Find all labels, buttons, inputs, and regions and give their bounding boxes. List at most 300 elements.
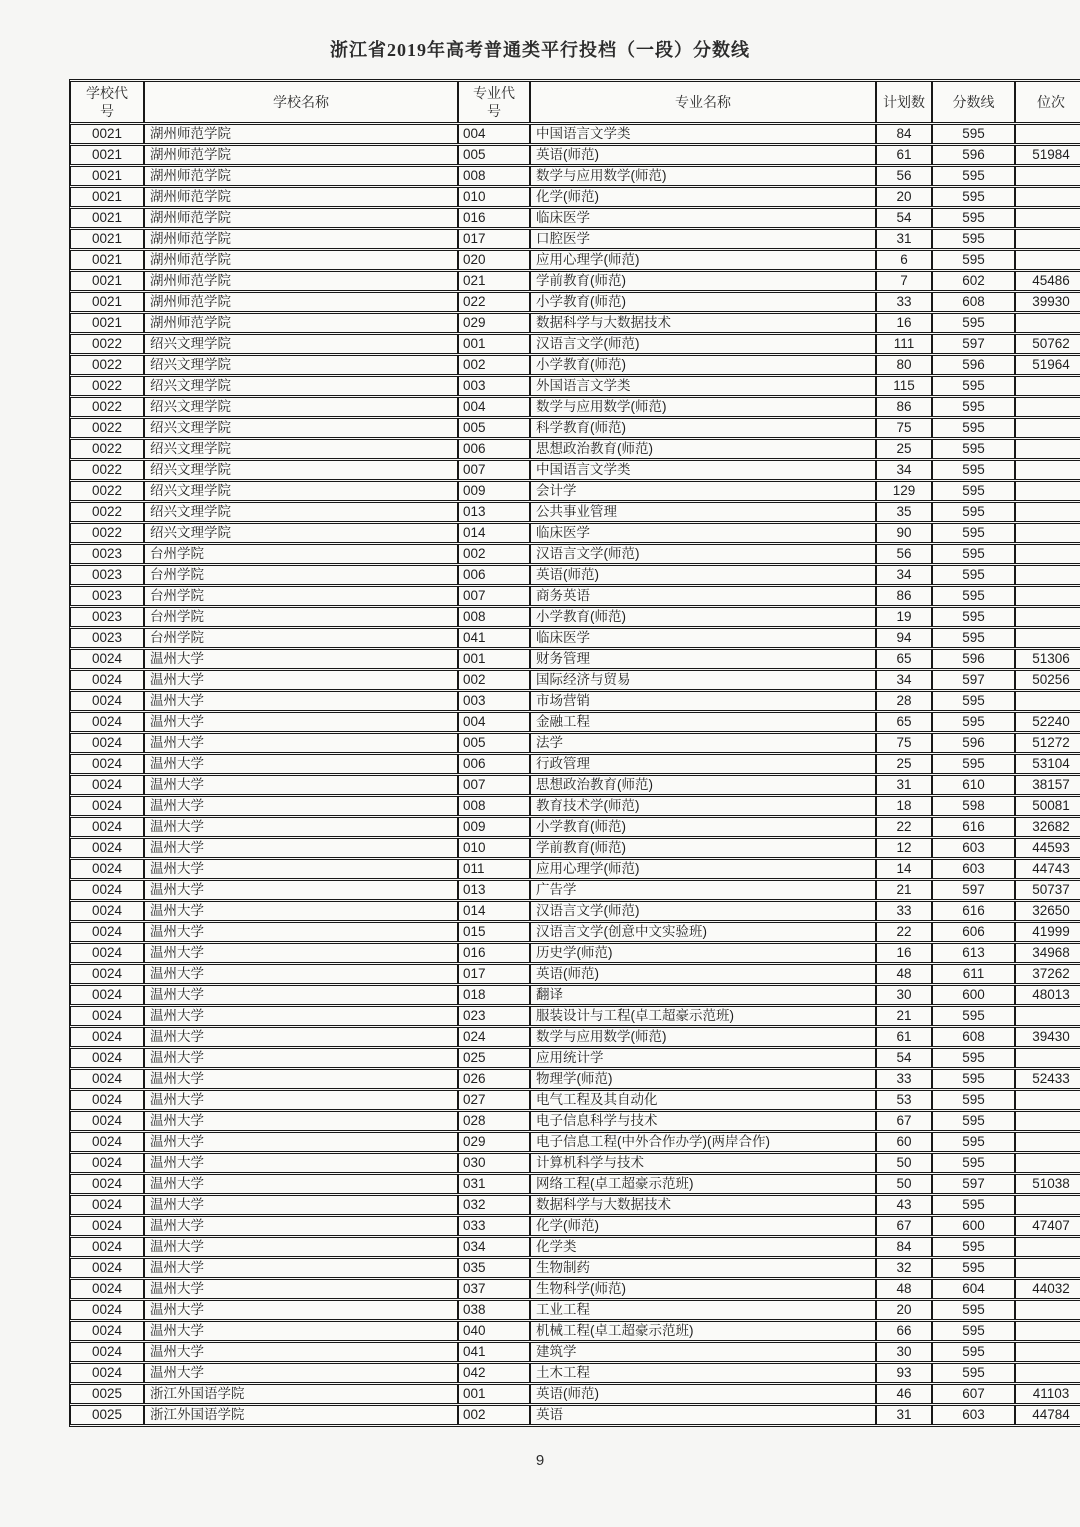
score-line-cell: 595 [932,1237,1015,1257]
school-code-cell: 0024 [70,775,144,795]
rank-cell [1015,460,1080,480]
rank-cell: 51038 [1015,1174,1080,1194]
rank-cell: 47407 [1015,1216,1080,1236]
score-line-cell: 600 [932,985,1015,1005]
table-row [70,1321,1080,1341]
major-code-cell: 008 [458,607,530,627]
score-line-cell: 595 [932,208,1015,228]
plan-count-cell: 30 [876,1342,932,1362]
plan-count-cell: 28 [876,691,932,711]
plan-count-cell: 80 [876,355,932,375]
major-code-cell: 006 [458,439,530,459]
plan-count-cell: 48 [876,964,932,984]
table-row [70,1174,1080,1194]
school-code-cell: 0021 [70,292,144,312]
major-code-cell: 013 [458,502,530,522]
plan-count-cell: 54 [876,208,932,228]
major-code-cell: 002 [458,544,530,564]
school-code-cell: 0022 [70,460,144,480]
major-code-cell: 003 [458,691,530,711]
table-row [70,250,1080,270]
school-code-cell: 0024 [70,880,144,900]
major-code-cell: 011 [458,859,530,879]
school-name-cell: 台州学院 [144,628,458,648]
major-code-cell: 005 [458,145,530,165]
plan-count-cell: 35 [876,502,932,522]
rank-cell [1015,1321,1080,1341]
plan-count-cell: 50 [876,1153,932,1173]
score-line-cell: 595 [932,250,1015,270]
school-name-cell: 温州大学 [144,1342,458,1362]
table-row [70,880,1080,900]
major-name-cell: 财务管理 [530,649,876,669]
major-name-cell: 应用心理学(师范) [530,250,876,270]
score-line-cell: 597 [932,334,1015,354]
major-name-cell: 中国语言文学类 [530,124,876,144]
school-name-cell: 台州学院 [144,544,458,564]
school-name-cell: 温州大学 [144,1300,458,1320]
major-name-cell: 建筑学 [530,1342,876,1362]
school-name-cell: 温州大学 [144,733,458,753]
plan-count-cell: 21 [876,880,932,900]
plan-count-cell: 90 [876,523,932,543]
major-code-cell: 015 [458,922,530,942]
rank-cell [1015,628,1080,648]
rank-cell [1015,1153,1080,1173]
school-code-cell: 0024 [70,1006,144,1026]
school-code-cell: 0021 [70,166,144,186]
school-name-cell: 温州大学 [144,1069,458,1089]
major-name-cell: 小学教育(师范) [530,607,876,627]
school-name-cell: 湖州师范学院 [144,166,458,186]
school-code-cell: 0025 [70,1384,144,1404]
header-major-name: 专业名称 [530,81,876,123]
school-code-cell: 0024 [70,1342,144,1362]
major-name-cell: 应用统计学 [530,1048,876,1068]
major-name-cell: 英语 [530,1405,876,1425]
score-line-cell: 613 [932,943,1015,963]
score-line-cell: 595 [932,1090,1015,1110]
major-name-cell: 英语(师范) [530,145,876,165]
table-row [70,1279,1080,1299]
table-row [70,754,1080,774]
major-name-cell: 口腔医学 [530,229,876,249]
score-line-cell: 603 [932,1405,1015,1425]
major-code-cell: 016 [458,208,530,228]
score-line-cell: 595 [932,1006,1015,1026]
rank-cell [1015,1090,1080,1110]
table-row [70,691,1080,711]
table-row [70,1132,1080,1152]
major-name-cell: 网络工程(卓工超豪示范班) [530,1174,876,1194]
major-code-cell: 009 [458,817,530,837]
school-name-cell: 温州大学 [144,1174,458,1194]
rank-cell [1015,481,1080,501]
school-code-cell: 0021 [70,229,144,249]
score-line-cell: 595 [932,544,1015,564]
plan-count-cell: 32 [876,1258,932,1278]
score-line-cell: 595 [932,607,1015,627]
plan-count-cell: 30 [876,985,932,1005]
table-row [70,1384,1080,1404]
plan-count-cell: 18 [876,796,932,816]
table-row [70,1342,1080,1362]
major-code-cell: 004 [458,712,530,732]
major-code-cell: 006 [458,754,530,774]
school-code-cell: 0024 [70,817,144,837]
major-name-cell: 小学教育(师范) [530,292,876,312]
major-name-cell: 英语(师范) [530,565,876,585]
rank-cell [1015,397,1080,417]
plan-count-cell: 20 [876,187,932,207]
plan-count-cell: 86 [876,397,932,417]
plan-count-cell: 46 [876,1384,932,1404]
major-code-cell: 001 [458,334,530,354]
rank-cell: 51984 [1015,145,1080,165]
major-code-cell: 020 [458,250,530,270]
rank-cell: 52433 [1015,1069,1080,1089]
rank-cell [1015,376,1080,396]
major-name-cell: 广告学 [530,880,876,900]
school-name-cell: 温州大学 [144,880,458,900]
school-code-cell: 0025 [70,1405,144,1425]
school-name-cell: 湖州师范学院 [144,292,458,312]
major-name-cell: 学前教育(师范) [530,838,876,858]
score-line-cell: 606 [932,922,1015,942]
plan-count-cell: 65 [876,649,932,669]
school-code-cell: 0022 [70,376,144,396]
major-code-cell: 014 [458,901,530,921]
plan-count-cell: 21 [876,1006,932,1026]
plan-count-cell: 33 [876,1069,932,1089]
school-code-cell: 0022 [70,439,144,459]
score-line-cell: 595 [932,376,1015,396]
plan-count-cell: 33 [876,292,932,312]
major-code-cell: 025 [458,1048,530,1068]
school-code-cell: 0024 [70,1153,144,1173]
major-name-cell: 国际经济与贸易 [530,670,876,690]
major-code-cell: 007 [458,586,530,606]
table-row [70,187,1080,207]
major-code-cell: 018 [458,985,530,1005]
major-code-cell: 010 [458,838,530,858]
table-row [70,1195,1080,1215]
major-code-cell: 001 [458,1384,530,1404]
score-line-cell: 595 [932,1132,1015,1152]
plan-count-cell: 16 [876,943,932,963]
school-name-cell: 温州大学 [144,964,458,984]
school-code-cell: 0021 [70,208,144,228]
rank-cell: 44593 [1015,838,1080,858]
table-row [70,145,1080,165]
school-name-cell: 温州大学 [144,985,458,1005]
table-row [70,334,1080,354]
school-code-cell: 0024 [70,754,144,774]
score-line-cell: 595 [932,439,1015,459]
school-name-cell: 温州大学 [144,1132,458,1152]
major-code-cell: 002 [458,1405,530,1425]
plan-count-cell: 34 [876,565,932,585]
school-code-cell: 0024 [70,691,144,711]
table-row [70,733,1080,753]
table-row [70,166,1080,186]
score-table-header [70,81,1080,123]
table-row [70,796,1080,816]
plan-count-cell: 34 [876,670,932,690]
school-code-cell: 0024 [70,712,144,732]
page-title: 浙江省2019年高考普通类平行投档（一段）分数线 [330,40,750,60]
major-name-cell: 数学与应用数学(师范) [530,166,876,186]
school-code-cell: 0024 [70,1111,144,1131]
major-code-cell: 001 [458,649,530,669]
major-name-cell: 科学教育(师范) [530,418,876,438]
school-code-cell: 0021 [70,124,144,144]
table-row [70,628,1080,648]
major-code-cell: 032 [458,1195,530,1215]
major-code-cell: 008 [458,796,530,816]
score-line-cell: 597 [932,670,1015,690]
table-row [70,1300,1080,1320]
plan-count-cell: 53 [876,1090,932,1110]
table-row [70,586,1080,606]
major-name-cell: 行政管理 [530,754,876,774]
major-name-cell: 英语(师范) [530,964,876,984]
score-line-cell: 595 [932,1258,1015,1278]
table-row [70,1405,1080,1425]
major-name-cell: 法学 [530,733,876,753]
score-line-cell: 608 [932,292,1015,312]
major-name-cell: 金融工程 [530,712,876,732]
school-code-cell: 0024 [70,838,144,858]
plan-count-cell: 54 [876,1048,932,1068]
school-code-cell: 0024 [70,1174,144,1194]
rank-cell [1015,1300,1080,1320]
table-row [70,775,1080,795]
school-name-cell: 温州大学 [144,1279,458,1299]
rank-cell: 34968 [1015,943,1080,963]
rank-cell [1015,523,1080,543]
rank-cell [1015,1048,1080,1068]
school-code-cell: 0024 [70,922,144,942]
table-row [70,901,1080,921]
school-code-cell: 0024 [70,1258,144,1278]
table-row [70,649,1080,669]
major-name-cell: 数学与应用数学(师范) [530,397,876,417]
score-line-cell: 595 [932,187,1015,207]
major-name-cell: 汉语言文学(师范) [530,544,876,564]
school-code-cell: 0022 [70,334,144,354]
rank-cell [1015,586,1080,606]
major-code-cell: 031 [458,1174,530,1194]
score-line-cell: 611 [932,964,1015,984]
score-line-cell: 608 [932,1027,1015,1047]
plan-count-cell: 31 [876,775,932,795]
school-name-cell: 湖州师范学院 [144,187,458,207]
school-name-cell: 湖州师范学院 [144,208,458,228]
plan-count-cell: 7 [876,271,932,291]
rank-cell: 51964 [1015,355,1080,375]
school-code-cell: 0022 [70,502,144,522]
rank-cell [1015,313,1080,333]
plan-count-cell: 34 [876,460,932,480]
school-name-cell: 绍兴文理学院 [144,481,458,501]
score-line-cell: 603 [932,859,1015,879]
score-line-cell: 595 [932,1069,1015,1089]
school-name-cell: 绍兴文理学院 [144,439,458,459]
school-name-cell: 温州大学 [144,901,458,921]
score-line-cell: 596 [932,145,1015,165]
score-line-cell: 610 [932,775,1015,795]
plan-count-cell: 14 [876,859,932,879]
school-name-cell: 湖州师范学院 [144,250,458,270]
rank-cell: 39430 [1015,1027,1080,1047]
rank-cell: 44784 [1015,1405,1080,1425]
major-name-cell: 会计学 [530,481,876,501]
rank-cell: 50081 [1015,796,1080,816]
score-line-cell: 597 [932,880,1015,900]
score-line-cell: 602 [932,271,1015,291]
rank-cell: 41103 [1015,1384,1080,1404]
school-name-cell: 温州大学 [144,1363,458,1383]
score-line-cell: 595 [932,418,1015,438]
school-name-cell: 绍兴文理学院 [144,355,458,375]
table-row [70,838,1080,858]
table-row [70,355,1080,375]
major-name-cell: 思想政治教育(师范) [530,439,876,459]
rank-cell [1015,439,1080,459]
major-code-cell: 034 [458,1237,530,1257]
school-code-cell: 0021 [70,145,144,165]
major-code-cell: 010 [458,187,530,207]
rank-cell: 44743 [1015,859,1080,879]
major-code-cell: 029 [458,1132,530,1152]
major-code-cell: 008 [458,166,530,186]
school-code-cell: 0023 [70,628,144,648]
school-name-cell: 温州大学 [144,691,458,711]
table-row [70,1258,1080,1278]
school-name-cell: 绍兴文理学院 [144,397,458,417]
plan-count-cell: 61 [876,1027,932,1047]
major-name-cell: 学前教育(师范) [530,271,876,291]
plan-count-cell: 25 [876,439,932,459]
table-row [70,523,1080,543]
rank-cell: 32682 [1015,817,1080,837]
plan-count-cell: 60 [876,1132,932,1152]
score-line-cell: 595 [932,1321,1015,1341]
rank-cell [1015,1195,1080,1215]
plan-count-cell: 66 [876,1321,932,1341]
school-code-cell: 0024 [70,1069,144,1089]
plan-count-cell: 67 [876,1216,932,1236]
plan-count-cell: 115 [876,376,932,396]
header-rank: 位次 [1015,81,1080,123]
school-name-cell: 温州大学 [144,1153,458,1173]
school-code-cell: 0024 [70,943,144,963]
table-row [70,1111,1080,1131]
major-code-cell: 027 [458,1090,530,1110]
school-code-cell: 0024 [70,1132,144,1152]
plan-count-cell: 75 [876,733,932,753]
rank-cell [1015,502,1080,522]
table-row [70,670,1080,690]
score-line-cell: 595 [932,628,1015,648]
score-line-cell: 595 [932,1195,1015,1215]
school-code-cell: 0024 [70,1216,144,1236]
school-name-cell: 温州大学 [144,1090,458,1110]
school-name-cell: 台州学院 [144,586,458,606]
rank-cell: 38157 [1015,775,1080,795]
table-row [70,208,1080,228]
school-name-cell: 绍兴文理学院 [144,418,458,438]
major-name-cell: 教育技术学(师范) [530,796,876,816]
school-name-cell: 温州大学 [144,1321,458,1341]
major-code-cell: 037 [458,1279,530,1299]
school-code-cell: 0022 [70,481,144,501]
major-name-cell: 电子信息工程(中外合作办学)(两岸合作) [530,1132,876,1152]
score-line-cell: 607 [932,1384,1015,1404]
major-code-cell: 021 [458,271,530,291]
score-line-cell: 596 [932,649,1015,669]
rank-cell: 39930 [1015,292,1080,312]
school-name-cell: 温州大学 [144,1258,458,1278]
score-line-cell: 595 [932,397,1015,417]
score-line-cell: 595 [932,586,1015,606]
table-row [70,397,1080,417]
plan-count-cell: 48 [876,1279,932,1299]
table-row [70,313,1080,333]
major-name-cell: 化学(师范) [530,187,876,207]
school-name-cell: 温州大学 [144,796,458,816]
school-name-cell: 温州大学 [144,649,458,669]
major-name-cell: 物理学(师范) [530,1069,876,1089]
rank-cell: 51272 [1015,733,1080,753]
school-name-cell: 温州大学 [144,922,458,942]
major-name-cell: 小学教育(师范) [530,817,876,837]
table-row [70,1363,1080,1383]
table-row [70,418,1080,438]
major-code-cell: 024 [458,1027,530,1047]
rank-cell [1015,691,1080,711]
major-name-cell: 中国语言文学类 [530,460,876,480]
major-name-cell: 计算机科学与技术 [530,1153,876,1173]
major-name-cell: 汉语言文学(师范) [530,901,876,921]
plan-count-cell: 61 [876,145,932,165]
school-name-cell: 台州学院 [144,607,458,627]
major-name-cell: 英语(师范) [530,1384,876,1404]
table-row [70,1237,1080,1257]
table-row [70,124,1080,144]
rank-cell: 32650 [1015,901,1080,921]
school-code-cell: 0024 [70,1300,144,1320]
plan-count-cell: 111 [876,334,932,354]
major-name-cell: 数据科学与大数据技术 [530,1195,876,1215]
score-line-cell: 597 [932,1174,1015,1194]
plan-count-cell: 12 [876,838,932,858]
score-line-cell: 596 [932,355,1015,375]
major-code-cell: 022 [458,292,530,312]
score-line-cell: 595 [932,523,1015,543]
score-line-cell: 595 [932,1153,1015,1173]
major-code-cell: 040 [458,1321,530,1341]
major-name-cell: 数据科学与大数据技术 [530,313,876,333]
score-line-cell: 595 [932,460,1015,480]
header-school-code: 学校代号 [70,81,144,123]
school-code-cell: 0024 [70,859,144,879]
plan-count-cell: 31 [876,1405,932,1425]
table-row [70,544,1080,564]
score-line-cell: 595 [932,712,1015,732]
school-name-cell: 浙江外国语学院 [144,1384,458,1404]
